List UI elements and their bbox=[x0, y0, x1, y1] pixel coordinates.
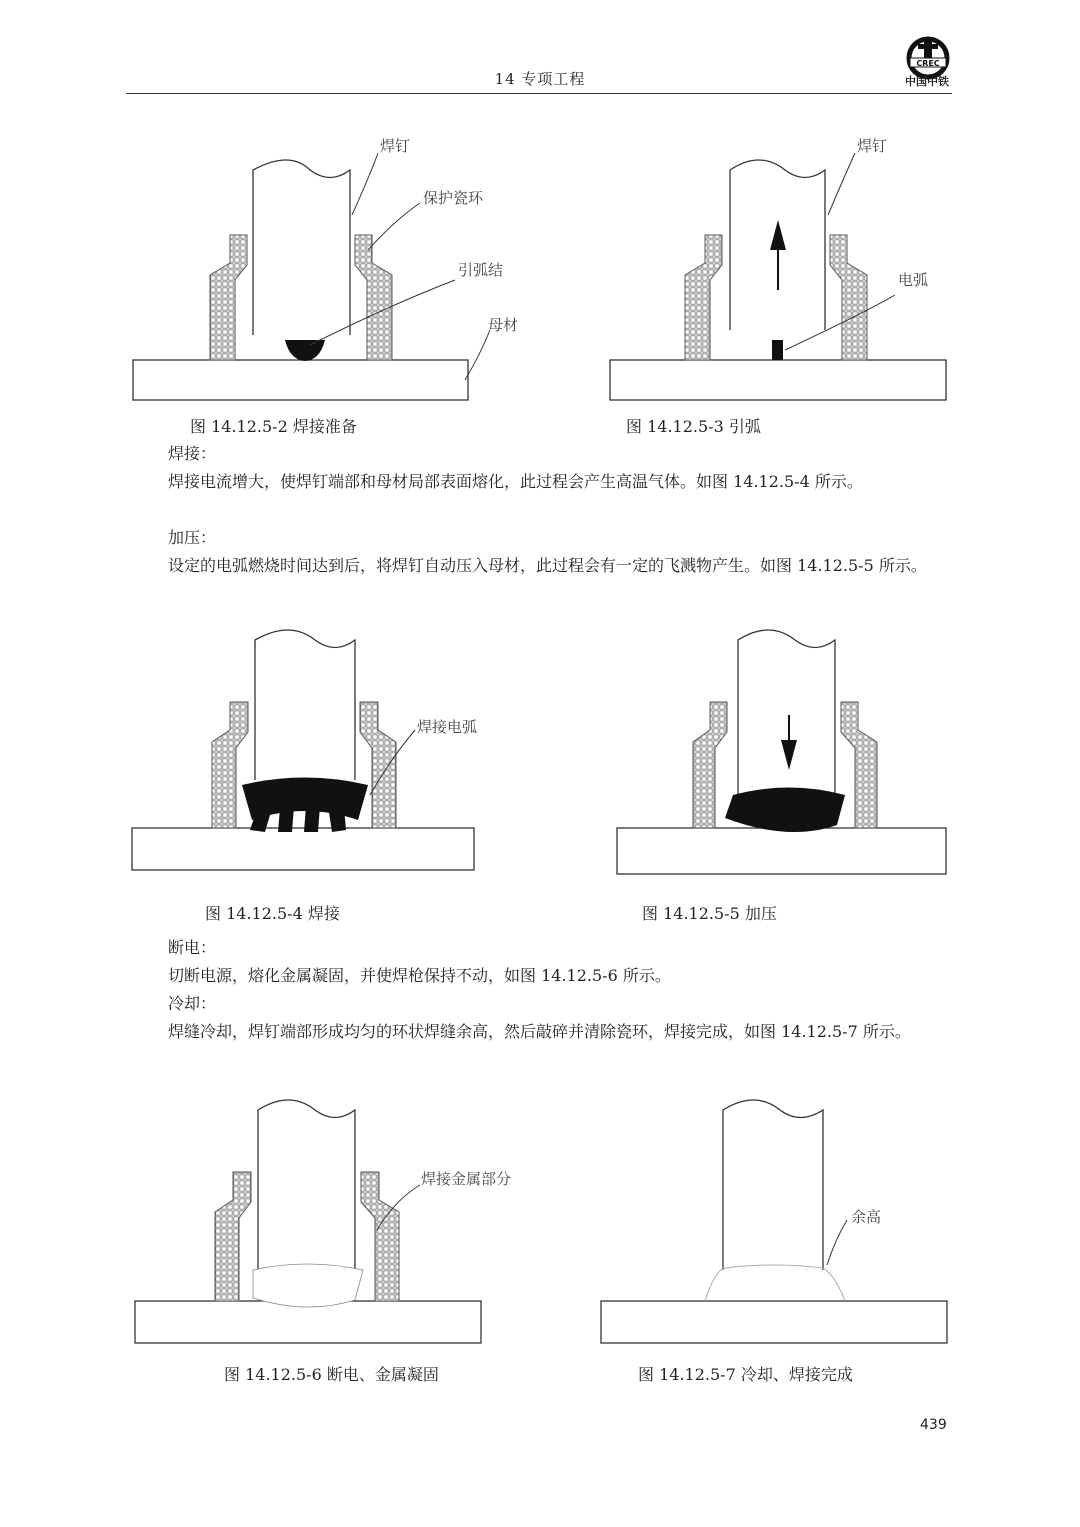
stud bbox=[258, 1100, 355, 1280]
figure-cooling-complete bbox=[595, 1090, 965, 1350]
electric-arc bbox=[772, 340, 783, 360]
caption-fig-6: 图 14.12.5-6 断电、金属凝固 bbox=[224, 1365, 439, 1384]
solidified-weld-metal bbox=[253, 1264, 363, 1307]
stud bbox=[255, 630, 355, 780]
paragraph-welding: 焊接电流增大，使焊钉端部和母材局部表面熔化，此过程会产生高温气体。如图 14.12.5-4 所示。 bbox=[168, 472, 863, 491]
ceramic-ring-left bbox=[212, 702, 248, 828]
label-stud: 焊钉 bbox=[857, 137, 888, 155]
paragraph-power-off: 切断电源，熔化金属凝固，并使焊枪保持不动，如图 14.12.5-6 所示。 bbox=[168, 966, 671, 985]
ceramic-ring-right bbox=[830, 235, 867, 360]
stud bbox=[723, 1100, 823, 1270]
label-arc: 电弧 bbox=[898, 271, 929, 289]
header-rule bbox=[126, 93, 952, 94]
arc-ball bbox=[285, 340, 325, 361]
paragraph-pressing: 设定的电弧燃烧时间达到后，将焊钉自动压入母材，此过程会有一定的飞溅物产生。如图 14.12.5-5 所示。 bbox=[168, 556, 927, 575]
heading-pressing: 加压： bbox=[168, 528, 217, 547]
ceramic-ring-right bbox=[841, 702, 877, 828]
ceramic-ring-right bbox=[355, 235, 392, 360]
up-arrow-head bbox=[770, 220, 786, 250]
logo-text: 中国中铁 bbox=[905, 75, 949, 88]
label-reinforcement: 余高 bbox=[851, 1208, 882, 1226]
label-welding-arc: 焊接电弧 bbox=[417, 718, 478, 736]
ceramic-ring-left bbox=[215, 1172, 251, 1301]
ceramic-ring-left bbox=[210, 235, 247, 360]
label-arc-starter: 引弧结 bbox=[458, 261, 504, 279]
figure-power-off-solidify bbox=[125, 1090, 545, 1350]
caption-fig-2: 图 14.12.5-2 焊接准备 bbox=[190, 417, 357, 436]
base-metal bbox=[133, 360, 468, 400]
ceramic-ring-right bbox=[360, 702, 396, 828]
weld-reinforcement bbox=[705, 1265, 845, 1301]
base-metal bbox=[617, 828, 946, 874]
down-arrow-head bbox=[781, 740, 797, 770]
caption-fig-3: 图 14.12.5-3 引弧 bbox=[626, 417, 761, 436]
base-metal bbox=[601, 1301, 947, 1343]
ceramic-ring-left bbox=[693, 702, 727, 828]
heading-cooling: 冷却： bbox=[168, 994, 217, 1013]
heading-welding: 焊接： bbox=[168, 444, 217, 463]
stud bbox=[253, 160, 350, 335]
caption-fig-4: 图 14.12.5-4 焊接 bbox=[205, 904, 340, 923]
running-header: 14 专项工程 bbox=[494, 70, 586, 88]
ceramic-ring-left bbox=[685, 235, 722, 360]
label-stud: 焊钉 bbox=[380, 137, 411, 155]
base-metal bbox=[610, 360, 946, 400]
ceramic-ring-right bbox=[361, 1172, 399, 1301]
label-weld-metal: 焊接金属部分 bbox=[421, 1170, 512, 1188]
splatter-2 bbox=[278, 806, 294, 832]
base-metal bbox=[132, 828, 474, 870]
logo-mark: CREC bbox=[916, 59, 940, 68]
caption-fig-7: 图 14.12.5-7 冷却、焊接完成 bbox=[638, 1365, 853, 1384]
heading-power-off: 断电： bbox=[168, 938, 217, 957]
figure-welding-preparation bbox=[120, 125, 540, 410]
caption-fig-5: 图 14.12.5-5 加压 bbox=[642, 904, 777, 923]
paragraph-cooling: 焊缝冷却，焊钉端部形成均匀的环状焊缝余高，然后敲碎并清除瓷环，焊接完成，如图 14.12.5-7 所示。 bbox=[168, 1022, 911, 1041]
page-number: 439 bbox=[920, 1417, 947, 1433]
figure-welding bbox=[120, 620, 520, 880]
molten-metal bbox=[725, 788, 845, 833]
label-base-metal: 母材 bbox=[488, 316, 519, 334]
splatter-3 bbox=[304, 806, 320, 832]
stud bbox=[738, 630, 835, 795]
figure-arc-ignition bbox=[600, 125, 960, 410]
label-ceramic-ring: 保护瓷环 bbox=[423, 189, 484, 207]
figure-pressing bbox=[605, 620, 965, 880]
